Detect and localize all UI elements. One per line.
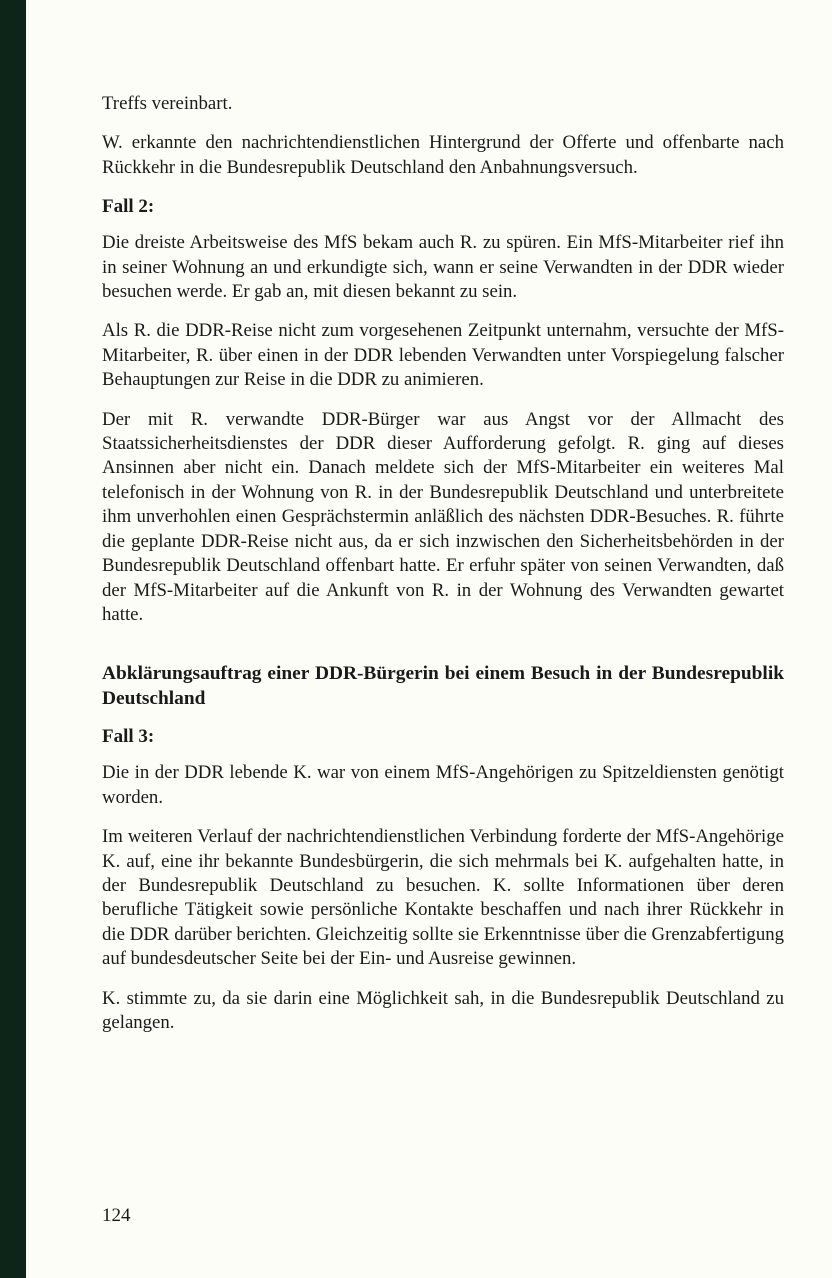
paragraph-intro-1: Treffs vereinbart. bbox=[102, 93, 233, 114]
paragraph-fall3-2: Im weiteren Verlauf der nachrichtendienstlichen Verbindung forderte der MfS-Angehörige K. auf, eine ihr bekannte Bundesbürgerin, die sich mehrmals bei K. aufgehalten hatte, in der Bundesrepublik Deutschland zu besuchen. K. sollte Informationen über deren berufliche Tätigkeit sowie persönliche Kontakte beschaffen und nach ihrer Rückkehr in die DDR darüber berichten. Gleichzeitig sollte sie Erkenntnisse über die Grenzabfertigung auf bundesdeutscher Seite bei der Ein- und Ausreise gewinnen. bbox=[102, 826, 784, 970]
paragraph-intro-2: W. erkannte den nachrichtendienstlichen Hintergrund der Offerte und offenbarte nach Rückkehr in die Bundesrepublik Deutschland den Anbahnungsversuch. bbox=[102, 132, 784, 178]
paragraph-fall3-1: Die in der DDR lebende K. war von einem MfS-Angehörigen zu Spitzeldiensten genötigt worden. bbox=[102, 762, 784, 808]
paragraph-fall2-3: Der mit R. verwandte DDR-Bürger war aus Angst vor der Allmacht des Staatssicherheitsdienstes der DDR dieser Aufforderung gefolgt. R. ging auf dieses Ansinnen aber nicht ein. Danach meldete sich der MfS-Mitarbeiter ein weiteres Mal telefonisch in der Wohnung von R. in der Bundesrepublik Deutschland und unterbreitete ihm unverhohlen einen Gesprächstermin anläßlich des nächsten DDR-Besuches. R. führte die geplante DDR-Reise nicht aus, da er sich inzwischen den Sicherheitsbehörden in der Bundesrepublik Deutschland offenbart hatte. Er erfuhr später von seinen Verwandten, daß der MfS-Mitarbeiter auf die Ankunft von R. in der Wohnung des Verwandten gewartet hatte. bbox=[102, 408, 784, 625]
page-number: 124 bbox=[102, 1205, 131, 1226]
paragraph-fall2-1: Die dreiste Arbeitsweise des MfS bekam auch R. zu spüren. Ein MfS-Mitarbeiter rief ihn in seiner Wohnung an und erkundigte sich, wann er seine Verwandten in der DDR wieder besuchen werde. Er gab an, mit diesen bekannt zu sein. bbox=[102, 232, 784, 303]
case-label-fall-3: Fall 3: bbox=[102, 726, 155, 748]
case-label-fall-2: Fall 2: bbox=[102, 196, 155, 218]
section-heading: Abklärungsauftrag einer DDR-Bürgerin bei einem Besuch in der Bundesrepublik Deutschland bbox=[102, 663, 784, 710]
paragraph-fall3-3: K. stimmte zu, da sie darin eine Möglichkeit sah, in die Bundesrepublik Deutschland zu gelangen. bbox=[102, 987, 784, 1033]
paragraph-fall2-2: Als R. die DDR-Reise nicht zum vorgesehenen Zeitpunkt unternahm, versuchte der MfS-Mitarbeiter, R. über einen in der DDR lebenden Verwandten unter Vorspiegelung falscher Behauptungen zur Reise in die DDR zu animieren. bbox=[102, 320, 784, 391]
book-spine-shadow bbox=[0, 0, 26, 1278]
page-body bbox=[102, 92, 784, 1050]
